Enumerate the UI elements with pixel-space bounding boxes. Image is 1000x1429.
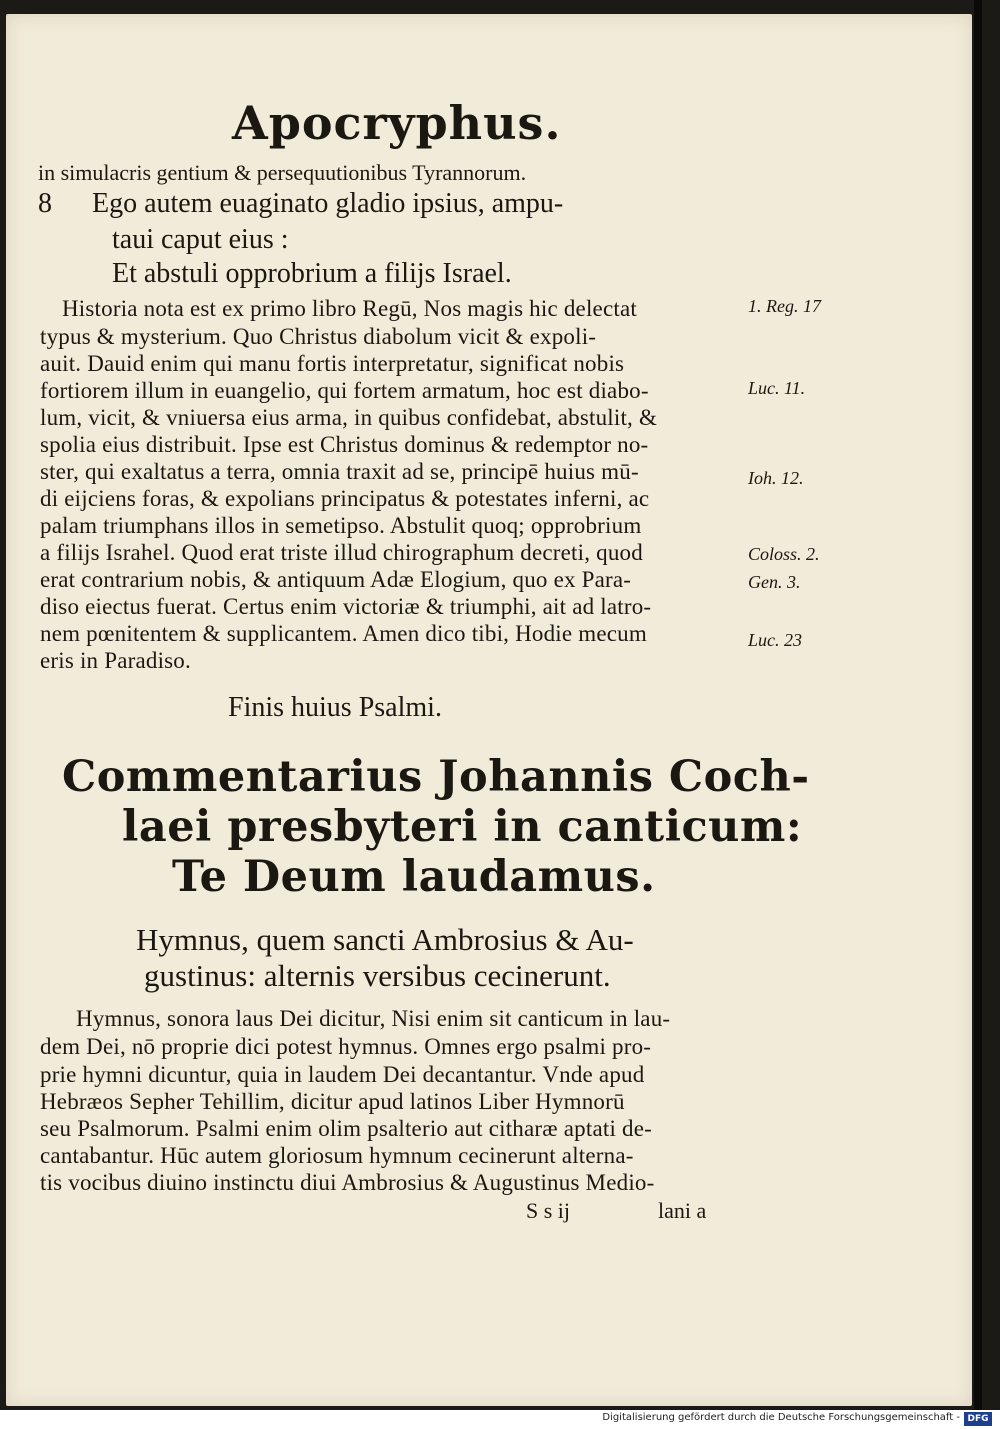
- hymn-heading-line: gustinus: alternis versibus cecinerunt.: [144, 958, 611, 993]
- commentary-title-line: laei presbyteri in canticum:: [122, 802, 803, 852]
- commentary-line: nem pœnitentem & supplicantem. Amen dico tibi, Hodie mecum: [40, 621, 647, 646]
- commentary-line: di eijciens foras, & expolians principatus & potestates inferni, ac: [40, 486, 650, 511]
- verse-number: 8: [38, 188, 52, 219]
- commentary-title-line: Te Deum laudamus.: [172, 852, 656, 902]
- margin-note: Luc. 23: [748, 630, 802, 650]
- hymn-body-line: prie hymni dicuntur, quia in laudem Dei decantantur. Vnde apud: [40, 1062, 645, 1087]
- verse-line: Et abstuli opprobrium a filijs Israel.: [112, 258, 512, 289]
- hymn-body-line: seu Psalmorum. Psalmi enim olim psalterio aut citharæ aptati de-: [40, 1116, 652, 1141]
- book-page: [6, 14, 972, 1406]
- margin-note: Luc. 11.: [748, 378, 806, 398]
- commentary-title-line: Commentarius Johannis Coch-: [62, 752, 810, 802]
- commentary-line: a filijs Israhel. Quod erat triste illud chirographum decreti, quod: [40, 540, 643, 565]
- commentary-line: Historia nota est ex primo libro Regū, Nos magis hic delectat: [62, 296, 637, 321]
- commentary-line: lum, vicit, & vniuersa eius arma, in quibus confidebat, abstulit, &: [40, 405, 658, 430]
- footer-bar: [0, 1410, 1000, 1429]
- hymn-body-line: dem Dei, nō proprie dici potest hymnus. Omnes ergo psalmi pro-: [40, 1034, 652, 1059]
- commentary-line: typus & mysterium. Quo Christus diabolum vicit & expoli-: [40, 324, 597, 349]
- commentary-line: diso eiectus fuerat. Certus enim victoriæ & triumphi, ait ad latro-: [40, 594, 652, 619]
- page-edge-shadow: [974, 0, 982, 1410]
- dfg-logo-icon: DFG: [964, 1412, 992, 1426]
- verse-line: Ego autem euaginato gladio ipsius, ampu-: [92, 188, 564, 219]
- commentary-line: palam triumphans illos in semetipso. Abstulit quoq; opprobrium: [40, 513, 642, 538]
- margin-note: Gen. 3.: [748, 572, 801, 592]
- commentary-line: eris in Paradiso.: [40, 648, 191, 673]
- commentary-line: auit. Dauid enim qui manu fortis interpretatur, significat nobis: [40, 351, 625, 376]
- finis-line: Finis huius Psalmi.: [228, 692, 442, 723]
- commentary-line: erat contrarium nobis, & antiquum Adæ Elogium, quo ex Para-: [40, 567, 632, 592]
- margin-note: Ioh. 12.: [748, 468, 804, 488]
- running-subhead: in simulacris gentium & persequutionibus Tyrannorum.: [38, 160, 527, 185]
- running-head: Apocryphus.: [232, 96, 562, 150]
- commentary-line: ster, qui exaltatus a terra, omnia traxit ad se, principē huius mū-: [40, 459, 639, 484]
- hymn-body-line: cantabantur. Hūc autem gloriosum hymnum cecinerunt alterna-: [40, 1143, 634, 1168]
- margin-note: 1. Reg. 17: [748, 296, 821, 316]
- signature-mark: S s ij: [526, 1198, 571, 1223]
- hymn-heading-line: Hymnus, quem sancti Ambrosius & Au-: [136, 922, 634, 957]
- footer-credit: Digitalisierung gefördert durch die Deutsche Forschungsgemeinschaft -: [602, 1412, 960, 1423]
- commentary-line: fortiorem illum in euangelio, qui fortem armatum, hoc est diabo-: [40, 378, 649, 403]
- margin-note: Coloss. 2.: [748, 544, 820, 564]
- hymn-body-line: Hebræos Sepher Tehillim, dicitur apud latinos Liber Hymnorū: [40, 1089, 625, 1114]
- hymn-body-line: Hymnus, sonora laus Dei dicitur, Nisi enim sit canticum in lau-: [76, 1006, 671, 1031]
- commentary-line: spolia eius distribuit. Ipse est Christus dominus & redemptor no-: [40, 432, 649, 457]
- verse-line: taui caput eius :: [112, 224, 289, 255]
- hymn-body-line: tis vocibus diuino instinctu diui Ambrosius & Augustinus Medio-: [40, 1170, 655, 1195]
- catchword: lani a: [658, 1198, 707, 1223]
